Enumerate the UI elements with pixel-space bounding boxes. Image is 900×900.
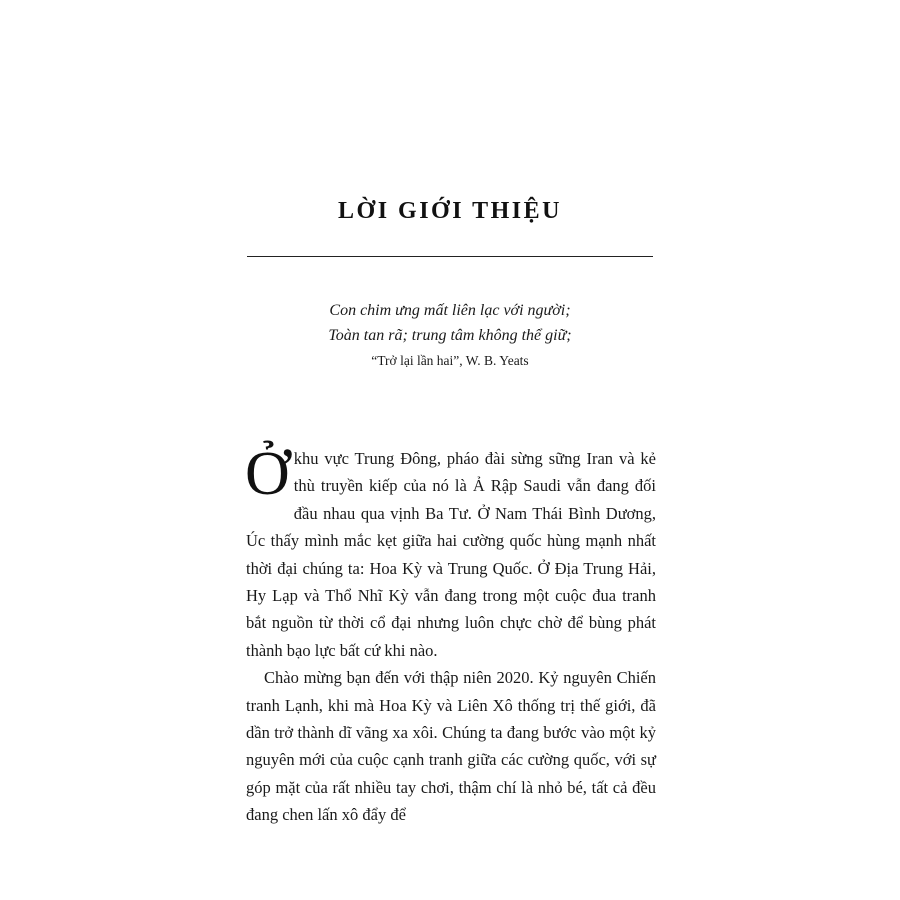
title-divider (247, 256, 653, 257)
body-text (245, 440, 656, 829)
epigraph-source: “Trở lại lần hai”, W. B. Yeats (371, 353, 529, 368)
epigraph (247, 298, 653, 371)
epigraph-line: Toàn tan rã; trung tâm không thể giữ; (328, 327, 572, 344)
paragraph (245, 440, 656, 664)
paragraph-text: khu vực Trung Đông, pháo đài sừng sững Iran và kẻ thù truyền kiếp của nó là Ả Rập Saudi vẫn đang đối đầu nhau qua vịnh Ba Tư. Ở Nam Thái Bình Dương, Úc thấy mình mắc kẹt giữa hai cường quốc hùng mạnh nhất thời đại chúng ta: Hoa Kỳ và Trung Quốc. Ở Địa Trung Hải, Hy Lạp và Thổ Nhĩ Kỳ vẫn đang trong một cuộc đua tranh bắt nguồn từ thời cổ đại nhưng luôn chực chờ để bùng phát thành bạo lực bất cứ khi nào. (246, 449, 656, 660)
epigraph-line: Con chim ưng mất liên lạc với người; (329, 302, 571, 319)
drop-cap: Ở (245, 440, 290, 508)
paragraph: Chào mừng bạn đến với thập niên 2020. Kỷ nguyên Chiến tranh Lạnh, khi mà Hoa Kỳ và Liên Xô thống trị thế giới, đã dần trở thành dĩ vãng xa xôi. Chúng ta đang bước vào một kỷ nguyên mới của cuộc cạnh tranh giữa các cường quốc, với sự góp mặt của rất nhiều tay chơi, thậm chí là nhỏ bé, tất cả đều đang chen lấn xô đẩy để (246, 668, 656, 825)
chapter-title: LỜI GIỚI THIỆU (338, 198, 562, 224)
